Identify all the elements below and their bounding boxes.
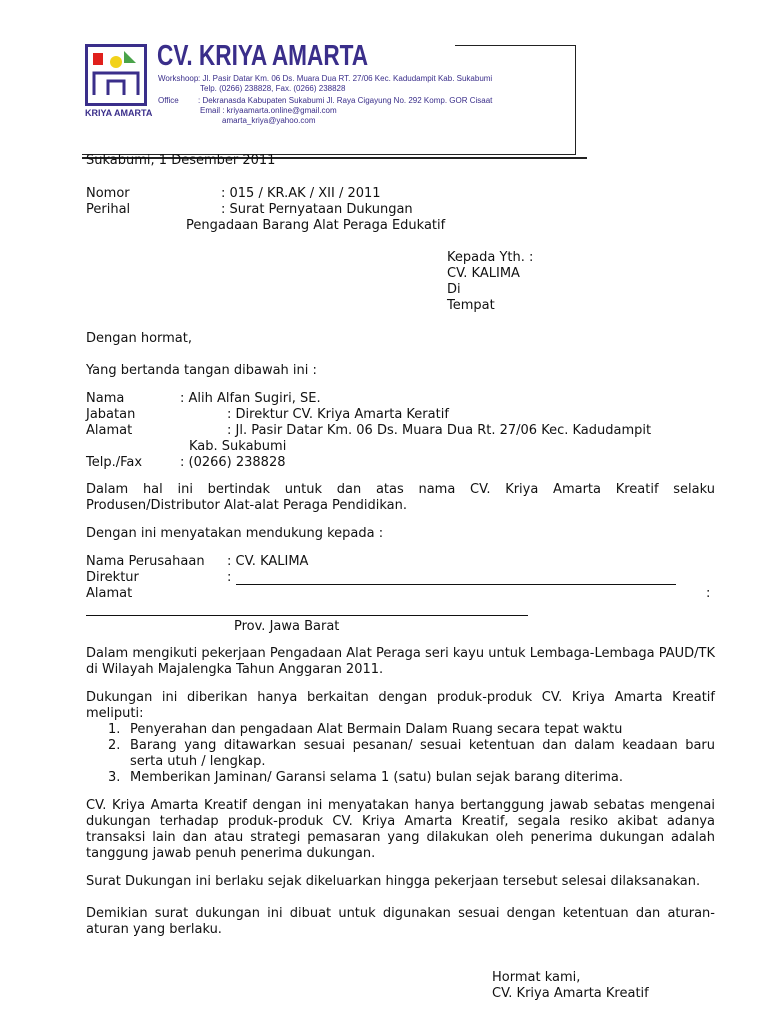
workshop-label: Workshoop bbox=[158, 74, 199, 83]
place-date: Sukabumi, 1 Desember 2011 bbox=[86, 153, 276, 168]
intro: Yang bertanda tangan dibawah ini : bbox=[86, 363, 317, 378]
office-label: Office bbox=[158, 96, 179, 105]
signer-name-label: Nama bbox=[86, 391, 125, 406]
signer-address: : Jl. Pasir Datar Km. 06 Ds. Muara Dua Rt. 27/06 Kec. Kadudampit bbox=[227, 423, 652, 438]
target-company: : CV. KALIMA bbox=[227, 554, 309, 569]
paragraph-closing: Demikian surat dukungan ini dibuat untuk digunakan sesuai dengan ketentuan dan aturan-aturan yang berlaku. bbox=[86, 906, 715, 937]
signer-address-2: Kab. Sukabumi bbox=[189, 439, 287, 454]
acting-paragraph: Dalam hal ini bertindak untuk dan atas nama CV. Kriya Amarta Kreatif selaku Produsen/Distributor Alat-alat Peraga Pendidikan. bbox=[86, 482, 715, 513]
logo-caption: KRIYA AMARTA bbox=[85, 108, 153, 118]
phone-line: Telp. (0266) 238828, Fax. (0266) 238828 bbox=[200, 84, 346, 93]
target-company-label: Nama Perusahaan bbox=[86, 554, 205, 569]
paragraph-responsibility: CV. Kriya Amarta Kreatif dengan ini menyatakan hanya bertanggung jawab sebatas mengenai dukungan terhadap produk-produk CV. Kriya Amarta Kreatif, segala resiko akibat adanya transaksi lain dan atau strategi pemasaran yang dilakukan oleh penerima dukungan adalah tanggung jawab penuh penerima dukungan. bbox=[86, 798, 715, 861]
signer-position: : Direktur CV. Kriya Amarta Keratif bbox=[227, 407, 449, 422]
paragraph-project: Dalam mengikuti pekerjaan Pengadaan Alat Peraga seri kayu untuk Lembaga-Lembaga PAUD/TK di Wilayah Majalengka Tahun Anggaran 2011. bbox=[86, 646, 716, 677]
recipient-line: Kepada Yth. : bbox=[447, 250, 534, 265]
target-director-colon: : bbox=[227, 570, 232, 585]
signer-position-label: Jabatan bbox=[86, 407, 136, 422]
target-address-colon: : bbox=[706, 586, 711, 601]
target-director-label: Direktur bbox=[86, 570, 139, 585]
company-name: CV. KRIYA AMARTA bbox=[157, 40, 369, 72]
target-address-label: Alamat bbox=[86, 586, 133, 601]
signer-phone-label: Telp./Fax bbox=[86, 455, 143, 470]
greeting: Dengan hormat, bbox=[86, 331, 193, 346]
closing-company: CV. Kriya Amarta Kreatif bbox=[492, 986, 649, 1001]
perihal-value: : Surat Pernyataan Dukungan bbox=[221, 202, 413, 217]
email-line-2: amarta_kriya@yahoo.com bbox=[222, 116, 316, 125]
signer-name: : Alih Alfan Sugiri, SE. bbox=[180, 391, 321, 406]
list-number: 1. bbox=[108, 722, 121, 737]
recipient-line: Di bbox=[447, 282, 461, 297]
nomor-value: : 015 / KR.AK / XII / 2011 bbox=[221, 186, 381, 201]
recipient-line: CV. KALIMA bbox=[447, 266, 520, 281]
signer-phone: : (0266) 238828 bbox=[180, 455, 286, 470]
logo-mark-icon bbox=[88, 47, 144, 103]
email-line: Email : kriyaamarta.online@gmail.com bbox=[200, 106, 337, 115]
list-number: 3. bbox=[108, 770, 121, 785]
nomor-label: Nomor bbox=[86, 186, 130, 201]
list-item: Barang yang ditawarkan sesuai pesanan/ sesuai ketentuan dan dalam keadaan baru serta utuh / lengkap. bbox=[130, 738, 715, 769]
signer-address-label: Alamat bbox=[86, 423, 133, 438]
recipient-line: Tempat bbox=[447, 298, 495, 313]
list-item: Penyerahan dan pengadaan Alat Bermain Dalam Ruang secara tepat waktu bbox=[130, 722, 623, 737]
paragraph-products: Dukungan ini diberikan hanya berkaitan dengan produk-produk CV. Kriya Amarta Kreatif meliputi: bbox=[86, 690, 715, 721]
list-number: 2. bbox=[108, 738, 121, 753]
closing-salutation: Hormat kami, bbox=[492, 970, 581, 985]
workshop-address: : Jl. Pasir Datar Km. 06 Ds. Muara Dua RT. 27/06 Kec. Kadudampit Kab. Sukabumi bbox=[198, 74, 493, 83]
support-intro: Dengan ini menyatakan mendukung kepada : bbox=[86, 526, 384, 541]
office-address: : Dekranasda Kabupaten Sukabumi Jl. Raya Cigayung No. 292 Komp. GOR Cisaat bbox=[198, 96, 493, 105]
perihal-label: Perihal bbox=[86, 202, 131, 217]
list-item: Memberikan Jaminan/ Garansi selama 1 (satu) bulan sejak barang diterima. bbox=[130, 770, 624, 785]
target-province: Prov. Jawa Barat bbox=[234, 619, 340, 634]
director-blank-line bbox=[236, 584, 676, 585]
perihal-value-2: Pengadaan Barang Alat Peraga Edukatif bbox=[186, 218, 446, 233]
paragraph-validity: Surat Dukungan ini berlaku sejak dikeluarkan hingga pekerjaan tersebut selesai dilaksanakan. bbox=[86, 874, 701, 889]
address-blank-line bbox=[86, 615, 528, 616]
company-logo bbox=[85, 44, 147, 106]
